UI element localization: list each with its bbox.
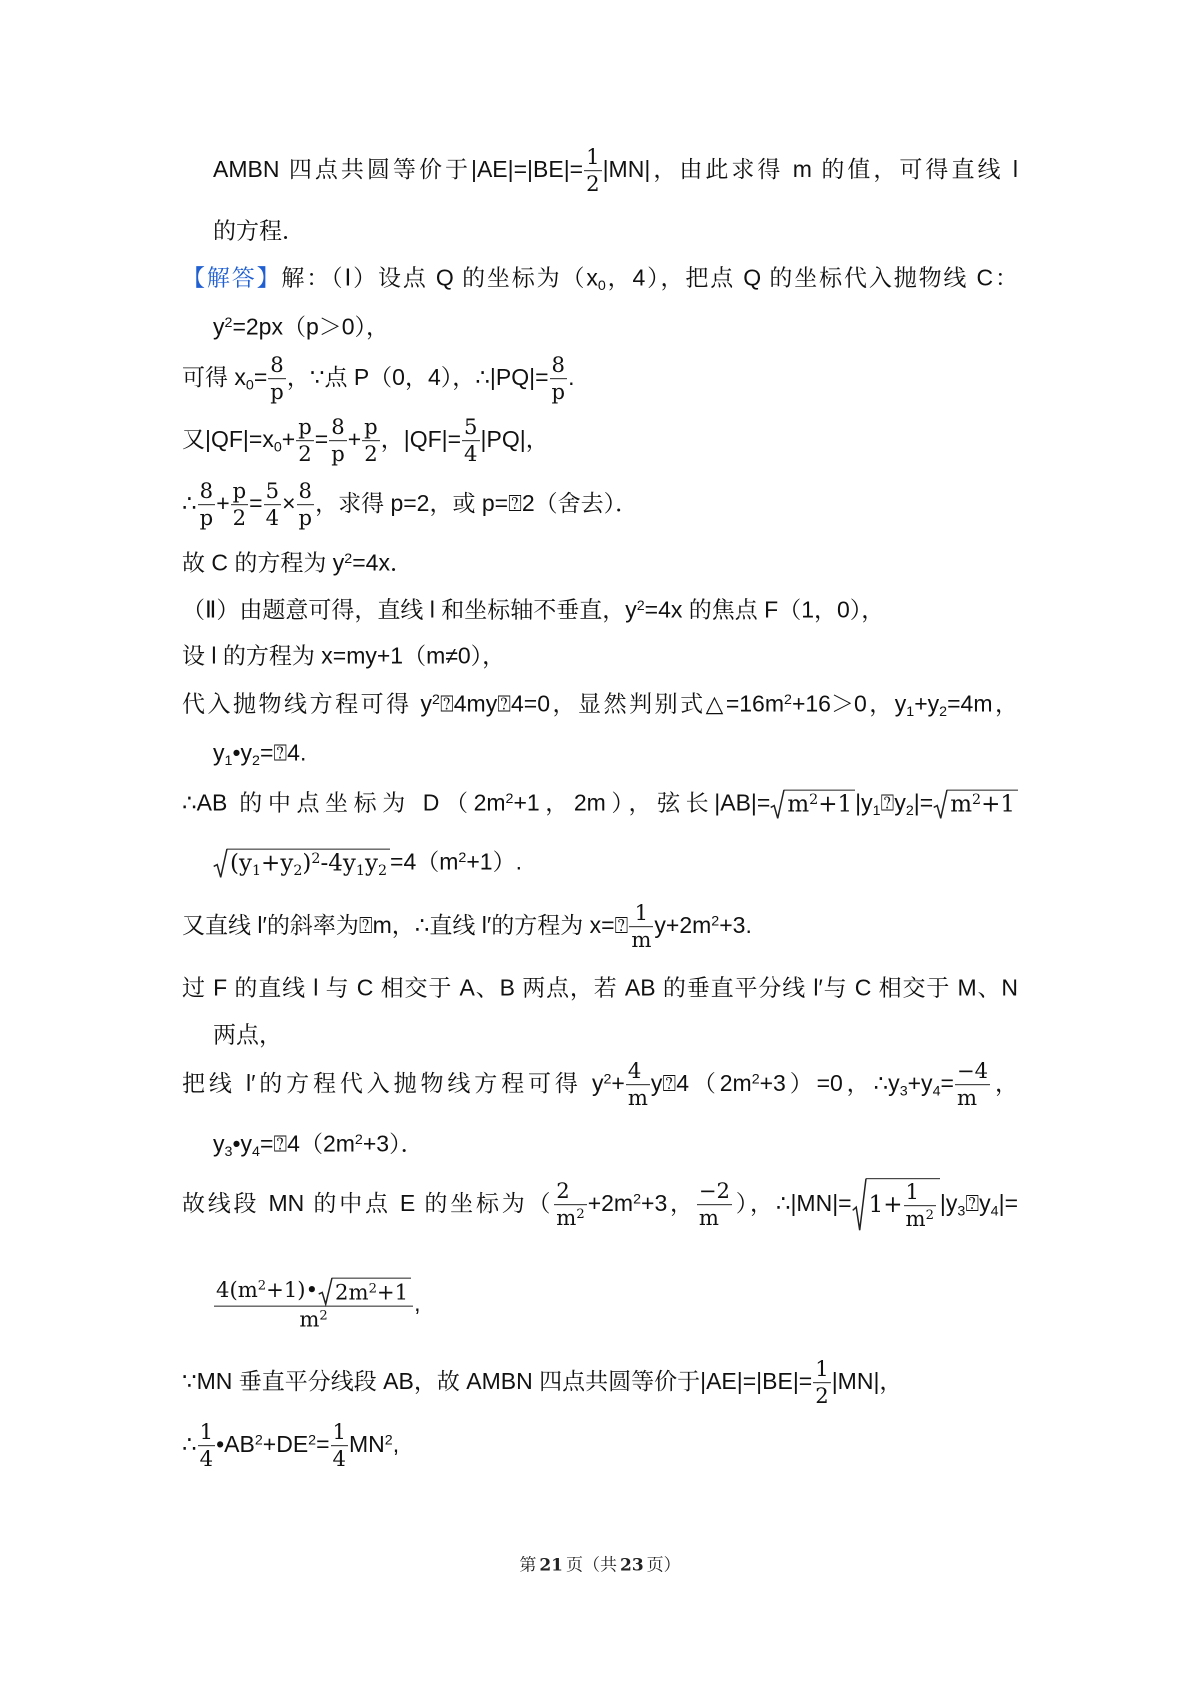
text-run: +y	[914, 690, 940, 717]
text-run: p	[270, 379, 284, 405]
text-run: 2m	[335, 1279, 369, 1305]
text-run: +3）．	[362, 1130, 424, 1157]
text-run: 1	[199, 1419, 214, 1445]
subscript: 1	[872, 803, 881, 820]
fraction-numerator	[362, 415, 380, 441]
fraction	[813, 1357, 830, 1409]
text-run: |=	[998, 1190, 1018, 1217]
fraction	[198, 1420, 215, 1472]
fraction-numerator	[329, 415, 347, 441]
fraction-numerator	[268, 353, 286, 379]
text-run: -4y	[320, 850, 356, 877]
fraction-numerator	[297, 479, 315, 505]
text-run: =⍰4（2m	[259, 1130, 355, 1157]
fraction-numerator	[231, 479, 249, 505]
superscript: 2	[311, 850, 321, 867]
fraction-denominator	[264, 506, 281, 531]
text-run: 2	[586, 171, 600, 197]
text-line	[213, 739, 1018, 768]
text-line	[213, 1021, 1018, 1050]
radicand	[866, 1178, 940, 1232]
text-line	[213, 217, 1018, 246]
fraction-denominator	[268, 380, 286, 405]
text-run: 1	[332, 1419, 347, 1445]
text-run: m	[950, 791, 973, 818]
text-run: 把线 l′的方程代入抛物线方程可得 y	[182, 1070, 604, 1097]
text-run: +y	[261, 850, 294, 877]
radical-sign-icon	[318, 1278, 332, 1305]
text-run: +1	[818, 791, 853, 818]
square-root	[318, 1278, 411, 1305]
text-run: 解：（Ⅰ）设点 Q 的坐标为（x	[281, 264, 598, 291]
footer-suffix: 页）	[646, 1555, 681, 1576]
text-line	[182, 1178, 1018, 1232]
fraction-denominator	[297, 506, 315, 531]
text-run: =2px（p＞0），	[232, 313, 390, 340]
text-run: 1	[905, 1179, 919, 1205]
fraction	[214, 1278, 413, 1333]
superscript: 2	[633, 1191, 642, 1208]
text-line	[182, 901, 1018, 953]
text-run: =4（m	[390, 848, 459, 875]
subscript: 2	[252, 753, 260, 770]
text-run: 又|QF|=x	[182, 426, 274, 453]
superscript: 2	[254, 1432, 263, 1449]
radicand	[947, 790, 1018, 820]
text-run: •AB	[216, 1431, 255, 1458]
text-run: +DE	[262, 1431, 309, 1458]
text-run: ,	[414, 1290, 421, 1317]
subscript: 1	[251, 863, 262, 880]
text-line	[182, 690, 1018, 719]
superscript: 2	[505, 790, 514, 807]
text-run: +16＞0，y	[791, 690, 907, 717]
text-run: ），∴|MN|=	[733, 1190, 852, 1217]
text-line	[213, 1130, 1018, 1159]
text-run: =	[253, 364, 268, 391]
text-run: +1	[981, 791, 1015, 818]
fraction	[296, 415, 314, 467]
superscript: 2	[319, 1308, 328, 1324]
text-run: 1+	[868, 1192, 903, 1218]
fraction-denominator	[904, 1207, 936, 1232]
fraction	[268, 353, 286, 405]
square-root	[213, 849, 390, 879]
radical-sign-icon	[852, 1178, 866, 1232]
text-run: ，4），把点 Q 的坐标代入抛物线 C：	[605, 264, 1018, 291]
superscript: 2	[784, 691, 792, 708]
text-run: 8	[551, 352, 566, 378]
text-run: +	[347, 426, 362, 453]
text-line	[182, 353, 1018, 405]
fraction-numerator	[214, 1278, 413, 1307]
text-run: 又直线 l′的斜率为⍰m，∴直线 l′的方程为 x=⍰	[182, 912, 629, 939]
fraction-numerator	[955, 1059, 990, 1085]
text-run: m	[787, 791, 810, 818]
text-run: 4	[464, 441, 478, 467]
text-run: 设 l 的方程为 x=my+1（m≠0），	[182, 642, 506, 669]
superscript: 2	[603, 1071, 612, 1088]
text-line	[182, 974, 1018, 1003]
text-run: ⍰y	[965, 1190, 991, 1217]
fraction-denominator	[198, 1447, 215, 1472]
text-line	[182, 1357, 1018, 1409]
text-run: =4m，	[947, 690, 1019, 717]
superscript: 2	[432, 691, 440, 708]
subscript: 3	[899, 1083, 908, 1100]
text-run: 故 C 的方程为 y	[182, 549, 345, 576]
fraction-numerator	[198, 479, 216, 505]
subscript: 4	[252, 1144, 260, 1161]
text-run: 5	[464, 414, 478, 440]
text-run: 8	[199, 478, 214, 504]
text-run: MN	[349, 1431, 385, 1458]
text-line	[182, 549, 1018, 578]
text-run: =⍰4.	[259, 739, 307, 766]
fraction-numerator	[554, 1179, 586, 1205]
radical-sign-icon	[933, 790, 947, 820]
text-run: y	[213, 739, 225, 766]
fraction-denominator	[697, 1206, 732, 1231]
text-run: 两点，	[213, 1021, 282, 1048]
text-run: +1	[376, 1279, 409, 1305]
text-run: ⍰4my⍰4=0，显然判别式△=16m	[439, 690, 785, 717]
text-run: =	[314, 426, 329, 453]
text-run: ，	[991, 1070, 1018, 1097]
fraction	[550, 353, 568, 405]
superscript: 2	[257, 1278, 267, 1294]
text-run: 的方程．	[213, 217, 305, 244]
radicand	[784, 790, 855, 820]
fraction-denominator	[362, 442, 380, 467]
text-run: 1	[815, 1356, 829, 1382]
text-run: p	[551, 379, 566, 405]
text-run: p	[298, 505, 313, 531]
text-run: ∴AB 的中点坐标为 D（2m	[182, 789, 506, 816]
text-run: 5	[265, 478, 280, 504]
subscript: 1	[224, 753, 233, 770]
text-line	[182, 642, 1018, 671]
superscript: 2	[384, 1432, 393, 1449]
square-root	[770, 790, 855, 820]
fraction-numerator	[264, 479, 281, 505]
superscript: 2	[972, 791, 982, 808]
text-run: 2	[298, 441, 312, 467]
superscript: 2	[458, 849, 467, 866]
fraction-numerator	[296, 415, 314, 441]
text-run: =4x 的焦点 F（1，0），	[644, 596, 885, 623]
fraction-denominator	[329, 442, 347, 467]
fraction-denominator	[554, 1206, 586, 1231]
text-run: −2	[698, 1178, 730, 1204]
fraction-denominator	[955, 1086, 990, 1111]
text-run: +3，	[641, 1190, 696, 1217]
text-run: |MN|，	[831, 1368, 903, 1395]
text-run: m	[905, 1206, 926, 1232]
text-run: ∴	[182, 490, 197, 517]
radicand	[227, 849, 390, 879]
text-run: 8	[331, 414, 345, 440]
text-run: 代入抛物线方程可得 y	[182, 690, 433, 717]
subscript: 2	[377, 863, 388, 880]
text-run: m	[627, 1085, 648, 1111]
subscript: 0	[273, 439, 282, 456]
text-run: −4	[956, 1058, 989, 1084]
text-run: 2	[232, 505, 247, 531]
text-run: 4	[199, 1446, 214, 1472]
fraction-numerator	[697, 1179, 732, 1205]
text-run: +y	[907, 1070, 933, 1097]
text-line	[182, 1420, 1018, 1472]
fraction-denominator	[462, 442, 479, 467]
text-run: m	[698, 1205, 719, 1231]
fraction-numerator	[629, 901, 653, 927]
fraction	[231, 479, 249, 531]
text-run: +1)•	[266, 1276, 319, 1302]
text-run: ×	[282, 490, 296, 517]
fraction-numerator	[198, 1420, 215, 1446]
text-run: y	[213, 1130, 225, 1157]
fraction	[331, 1420, 348, 1472]
text-run: |y	[855, 789, 873, 816]
text-run: |=	[913, 789, 934, 816]
fraction-numerator	[331, 1420, 348, 1446]
text-line	[213, 313, 1018, 342]
subscript: 2	[905, 803, 914, 820]
text-run: .	[568, 364, 575, 391]
fraction-denominator	[198, 506, 216, 531]
text-run: y	[364, 850, 378, 877]
superscript: 2	[751, 1071, 760, 1088]
text-line	[182, 596, 1018, 625]
text-run: ，|QF|=	[380, 426, 462, 453]
text-run: 8	[270, 352, 284, 378]
fraction	[626, 1059, 650, 1111]
fraction	[554, 1179, 586, 1231]
text-run: =4x．	[352, 549, 413, 576]
text-run: +	[611, 1070, 625, 1097]
text-run: ，求得 p=2，或 p=⍰2（舍去）．	[315, 490, 639, 517]
text-run: 4	[265, 505, 280, 531]
superscript: 2	[636, 597, 645, 614]
square-root	[933, 790, 1018, 820]
superscript: 2	[354, 1131, 363, 1148]
fraction-denominator	[331, 1447, 348, 1472]
text-run: （Ⅱ）由题意可得，直线 l 和坐标轴不垂直，y	[182, 596, 637, 623]
text-run: +1）.	[466, 848, 522, 875]
text-run: p	[199, 505, 214, 531]
subscript: 0	[245, 377, 254, 394]
text-run: p	[232, 478, 247, 504]
text-run: 4(m	[216, 1276, 258, 1302]
text-run: +3.	[719, 912, 752, 939]
text-run: +2m	[587, 1190, 634, 1217]
text-run: 4	[627, 1058, 642, 1084]
fraction	[362, 415, 380, 467]
subscript: 0	[597, 278, 606, 295]
text-run: +1，2m），弦长|AB|=	[513, 789, 771, 816]
fraction-denominator	[296, 442, 314, 467]
subscript: 4	[932, 1083, 941, 1100]
text-line	[213, 848, 1018, 879]
fraction	[697, 1179, 732, 1231]
fraction-numerator	[550, 353, 568, 379]
text-run: +3）=0，∴y	[759, 1070, 900, 1097]
text-run: AMBN 四点共圆等价于|AE|=|BE|=	[213, 156, 584, 183]
text-run: p	[298, 414, 312, 440]
text-run: =	[940, 1070, 954, 1097]
fraction-numerator	[462, 415, 479, 441]
square-root	[852, 1178, 940, 1232]
text-run: |MN|，由此求得 m 的值，可得直线 l	[602, 156, 1018, 183]
text-line	[182, 1059, 1018, 1111]
footer-middle: 页（共	[566, 1555, 617, 1576]
text-run: ，∵点 P（0，4），∴|PQ|=	[286, 364, 549, 391]
subscript: 2	[293, 863, 303, 880]
text-run: 2	[815, 1383, 829, 1409]
text-run: |PQ|，	[480, 426, 549, 453]
footer-page-number: 21	[539, 1555, 563, 1576]
text-run: m	[956, 1085, 977, 1111]
fraction-denominator	[584, 172, 601, 197]
superscript: 2	[925, 1208, 934, 1224]
text-line	[182, 479, 1018, 531]
radicand	[332, 1278, 411, 1305]
fraction-numerator	[626, 1059, 650, 1085]
superscript: 2	[809, 791, 819, 808]
fraction	[629, 901, 653, 953]
fraction	[955, 1059, 990, 1111]
text-run: 故线段 MN 的中点 E 的坐标为（	[182, 1190, 554, 1217]
subscript: 2	[939, 704, 948, 721]
footer-prefix: 第	[519, 1555, 537, 1576]
text-run: p	[331, 441, 345, 467]
text-run: ⍰y	[880, 789, 906, 816]
fraction	[462, 415, 479, 467]
fraction	[904, 1180, 936, 1232]
footer-total-pages: 23	[620, 1555, 644, 1576]
text-run: +	[216, 490, 230, 517]
text-run: +	[281, 426, 296, 453]
text-run: =	[316, 1431, 330, 1458]
fraction	[264, 479, 281, 531]
text-run: 可得 x	[182, 364, 246, 391]
text-run: y⍰4（2m	[650, 1070, 752, 1097]
fraction-denominator	[214, 1307, 413, 1332]
text-run: 2	[364, 441, 378, 467]
text-run: 1	[634, 900, 649, 926]
superscript: 2	[576, 1207, 585, 1223]
text-run: 8	[298, 478, 313, 504]
fraction-denominator	[231, 506, 249, 531]
text-run: =	[249, 490, 263, 517]
subscript: 1	[906, 704, 915, 721]
superscript: 2	[711, 913, 720, 930]
text-run: )	[302, 850, 312, 877]
text-run: (y	[230, 850, 252, 877]
text-run: 4	[332, 1446, 347, 1472]
text-run: m	[556, 1205, 577, 1231]
text-run: •y	[232, 739, 252, 766]
answer-label: 【解答】	[182, 264, 282, 291]
text-line	[213, 145, 1018, 197]
text-line	[182, 415, 1018, 467]
text-run: ∵MN 垂直平分线段 AB，故 AMBN 四点共圆等价于|AE|=|BE|=	[182, 1368, 813, 1395]
text-run: y+2m	[654, 912, 712, 939]
text-run: m	[299, 1307, 320, 1333]
superscript: 2	[308, 1432, 317, 1449]
text-run: |y	[939, 1190, 958, 1217]
fraction-numerator	[584, 145, 601, 171]
radical-sign-icon	[770, 790, 784, 820]
text-line	[182, 264, 1018, 293]
fraction-denominator	[550, 380, 568, 405]
fraction-denominator	[813, 1384, 830, 1409]
fraction	[329, 415, 347, 467]
text-line	[213, 1278, 1018, 1333]
text-run: 过 F 的直线 l 与 C 相交于 A、B 两点，若 AB 的垂直平分线 l′与 C 相交于 M、N	[182, 974, 1018, 1001]
subscript: 1	[355, 863, 365, 880]
subscript: 4	[990, 1203, 999, 1220]
text-run: y	[213, 313, 225, 340]
radical-sign-icon	[213, 849, 227, 879]
superscript: 2	[368, 1281, 377, 1297]
fraction-denominator	[629, 928, 653, 953]
superscript: 2	[344, 550, 353, 567]
text-run: 2	[556, 1178, 570, 1204]
fraction	[297, 479, 315, 531]
fraction-denominator	[626, 1086, 650, 1111]
fraction	[198, 479, 216, 531]
text-run: ,	[392, 1431, 400, 1458]
fraction-numerator	[904, 1180, 936, 1206]
text-run: ∴	[182, 1431, 197, 1458]
text-run: •y	[232, 1130, 252, 1157]
subscript: 3	[957, 1203, 966, 1220]
page-footer	[0, 1551, 1200, 1576]
subscript: 3	[224, 1144, 233, 1161]
text-line	[182, 789, 1018, 820]
text-run: 1	[586, 144, 600, 170]
superscript: 2	[224, 314, 233, 331]
text-run: m	[631, 927, 652, 953]
text-run: p	[364, 414, 378, 440]
fraction	[584, 145, 601, 197]
fraction-numerator	[813, 1357, 830, 1383]
